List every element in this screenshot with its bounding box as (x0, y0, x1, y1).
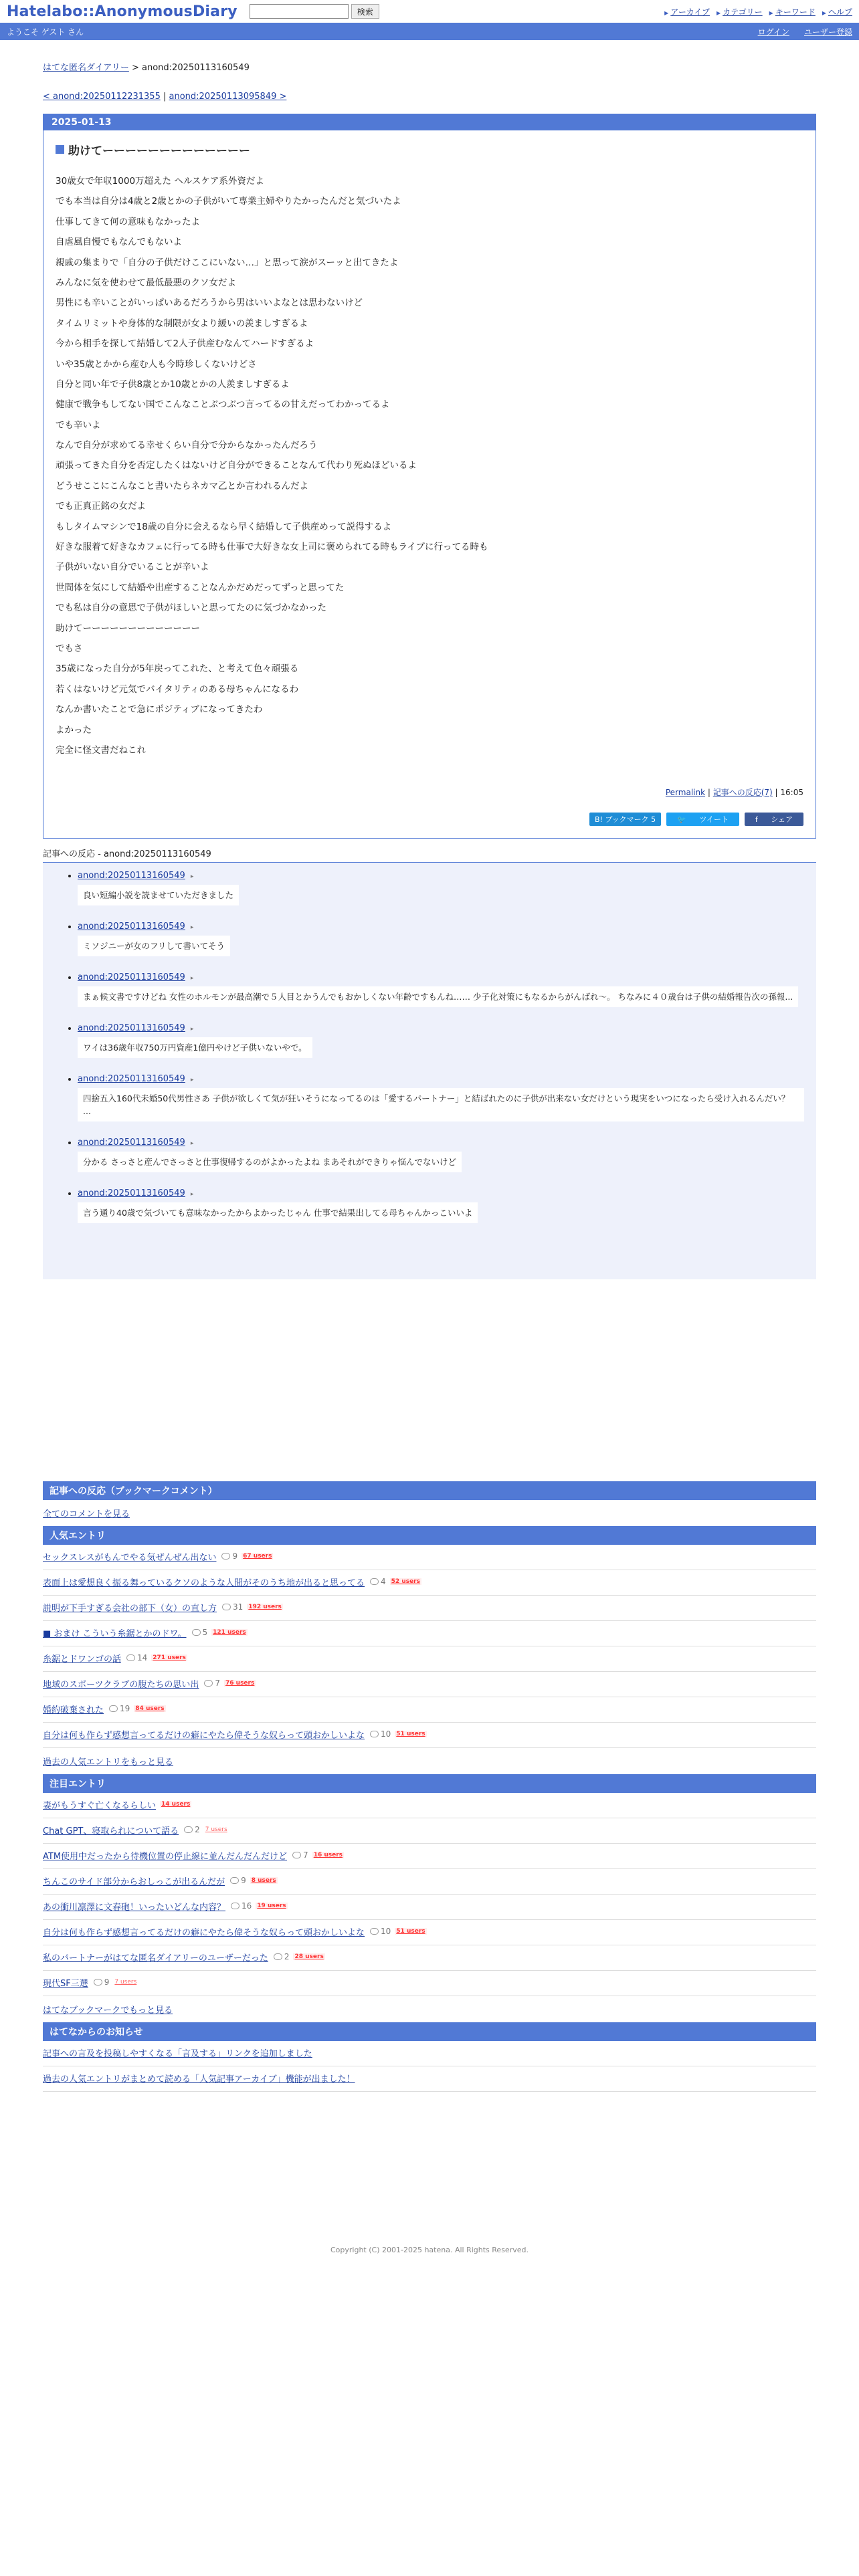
bookmark-users-badge[interactable]: 271 users (153, 1654, 186, 1662)
bookmark-users-badge[interactable]: 67 users (243, 1553, 272, 1560)
reaction-item (78, 922, 804, 956)
main-content (43, 40, 816, 2254)
news-heading: はてなからのお知らせ (43, 2022, 816, 2041)
comment-bubble-icon (94, 1979, 102, 1985)
share-buttons (56, 813, 803, 826)
comment-bubble-icon (109, 1705, 118, 1712)
comment-count (192, 1628, 208, 1637)
entry-paragraph: 頑張ってきた自分を否定したくはないけど自分ができることなんて代わり死ぬほどいるよ (56, 460, 417, 471)
bookmark-users-badge[interactable]: 7 users (205, 1826, 227, 1834)
comment-count-number: 2 (284, 1952, 290, 1962)
comment-count (184, 1825, 200, 1834)
reaction-excerpt: 言う通り40歳で気づいても意味なかったからよかったじゃん 仕事で結果出してる母ちゃんかっこいいよ (78, 1202, 478, 1223)
bookmark-users-badge[interactable]: 19 users (257, 1903, 286, 1910)
entry-list-item (43, 1697, 816, 1723)
tweet-button[interactable] (666, 813, 739, 826)
entry-list-item (43, 1971, 816, 1996)
attention-list (43, 1793, 816, 1996)
entry-list-item (43, 1646, 816, 1672)
user-bar (0, 23, 859, 40)
top-links (664, 6, 852, 17)
breadcrumb-home[interactable]: はてな匿名ダイアリー (43, 63, 129, 73)
share-label: シェア (771, 815, 793, 824)
footer-copyright: Copyright (C) 2001-2025 hatena. All Rights Reserved. (330, 2245, 529, 2254)
entry-list-link[interactable]: 地域のスポーツクラブの腹たちの思い出 (43, 1679, 199, 1690)
entry-list-link[interactable]: ATM使用中だったから待機位置の停止線に並んだんだんだけど (43, 1851, 288, 1862)
bookmark-users-badge[interactable]: 16 users (313, 1852, 343, 1859)
reaction-item (78, 972, 804, 1007)
comment-count-number: 16 (242, 1901, 252, 1911)
entry-time: 16:05 (780, 787, 803, 797)
comment-count-number: 2 (195, 1825, 200, 1835)
news-item (43, 2066, 816, 2092)
comment-bubble-icon (370, 1928, 379, 1935)
expand-arrow-icon[interactable]: ▸ (190, 1076, 194, 1083)
entry-paragraph: タイムリミットや身体的な制限が女より緩いの羨ましすぎるよ (56, 318, 308, 329)
comment-bubble-icon (370, 1578, 379, 1585)
permalink[interactable]: Permalink (665, 787, 706, 797)
entry-nav (43, 92, 816, 102)
entry-paragraph: よかった (56, 724, 92, 736)
help-link[interactable]: ▶ ヘルプ (822, 6, 852, 17)
entry-paragraph: でも私は自分の意思で子供がほしいと思ってたのに気づかなかった (56, 603, 326, 614)
attention-heading: 注目エントリ (43, 1774, 816, 1793)
entry-paragraph: 子供がいない自分でいることが辛いよ (56, 562, 209, 573)
welcome-text: ようこそ ゲスト さん (7, 27, 84, 37)
reactions-heading: 記事への反応 - anond:20250113160549 (43, 847, 816, 863)
reaction-link[interactable]: anond:20250113160549 (78, 1137, 185, 1148)
twitter-icon: 🐦 (677, 815, 686, 824)
entry-paragraph: 親戚の集まりで「自分の子供だけここにいない…」と思って涙がスーッと出てきたよ (56, 257, 399, 268)
reaction-item (78, 1138, 804, 1172)
bookmark-users-badge[interactable]: 7 users (114, 1979, 137, 1986)
entry-list-item (43, 1869, 816, 1895)
comment-count-number: 9 (104, 1977, 110, 1988)
entry-list-link[interactable]: Chat GPT、寝取られについて語る (43, 1826, 179, 1836)
entry-title (56, 141, 803, 158)
entry-list-item (43, 1920, 816, 1945)
expand-arrow-icon[interactable]: ▸ (190, 924, 194, 931)
next-entry-link[interactable]: anond:20250113095849 > (169, 92, 287, 102)
comment-count (370, 1577, 386, 1586)
entry-paragraph: 助けてーーーーーーーーーーーーー (56, 623, 200, 634)
entry-list-item (43, 1672, 816, 1697)
search-form (250, 4, 379, 19)
comment-bubble-icon (231, 1903, 240, 1909)
entry-list-item (43, 1945, 816, 1971)
entry-list-link[interactable]: 婚約破棄された (43, 1705, 104, 1715)
entry-paragraph: 若くはないけど元気でバイタリティのある母ちゃんになるわ (56, 683, 299, 695)
comment-count (109, 1704, 130, 1713)
reaction-item (78, 1188, 804, 1223)
reaction-excerpt: 分かる さっさと産んでさっさと仕事復帰するのがよかったよね まあそれができりゃ悩んでないけど (78, 1152, 462, 1172)
facebook-share-button[interactable] (745, 813, 803, 826)
entry-list-link[interactable]: ちんこのサイド部分からおしっこが出るんだが (43, 1876, 225, 1887)
comment-count-number: 7 (215, 1679, 220, 1689)
entry-paragraph: なんで自分が求めてる幸せくらい自分で分からなかったんだろう (56, 440, 318, 451)
bookmark-comments-heading: 記事への反応（ブックマークコメント） (43, 1481, 816, 1500)
bookmark-users-badge[interactable]: 52 users (391, 1578, 420, 1586)
category-link[interactable]: ▶ カテゴリー (717, 6, 763, 17)
entry-list-item (43, 1793, 816, 1818)
entry-list-link[interactable]: 自分は何も作らず感想言ってるだけの癖にやたら偉そうな奴らって頭おかしいよな (43, 1927, 365, 1938)
entry-list-link[interactable]: 現代SF三選 (43, 1978, 88, 1989)
bookmark-users-badge[interactable]: 84 users (135, 1705, 165, 1713)
bookmark-users-badge[interactable]: 51 users (396, 1928, 425, 1935)
comment-count (204, 1679, 220, 1688)
reaction-excerpt: ワイは36歳年収750万円資産1億円やけど子供いないやで。 (78, 1037, 312, 1058)
entry-paragraph: 自虐風自慢でもなんでもないよ (56, 237, 182, 248)
comment-count-number: 9 (241, 1876, 246, 1886)
comment-count (94, 1977, 110, 1987)
entry-footer: Permalink | 記事への反応(7) | 16:05 (665, 787, 803, 797)
entry-list-item (43, 1596, 816, 1621)
comment-count (231, 1901, 252, 1911)
comment-count (230, 1876, 246, 1885)
top-header (0, 0, 859, 23)
comment-count (370, 1927, 391, 1936)
entry-list-item (43, 1545, 816, 1570)
site-logo[interactable]: Hatelabo::AnonymousDiary (7, 3, 237, 20)
entry-paragraph: でも辛いよ (56, 419, 101, 431)
entry-paragraph: 男性にも辛いことがいっぱいあるだろうから男はいいよなとは思わないけど (56, 298, 363, 309)
entry-list-link[interactable]: ■ おまけ こういう糸鋸とかのドワ。 (43, 1628, 187, 1639)
reaction-item (78, 871, 804, 905)
prev-entry-link[interactable]: < anond:20250112231355 (43, 92, 161, 102)
reaction-link[interactable]: anond:20250113160549 (78, 870, 185, 881)
bookmark-users-badge[interactable]: 121 users (213, 1629, 246, 1636)
tweet-label: ツイート (699, 815, 729, 824)
search-button[interactable]: 検索 (351, 4, 379, 19)
breadcrumb-current: anond:20250113160549 (142, 63, 250, 73)
comment-bubble-icon (230, 1877, 239, 1884)
bookmark-users-badge[interactable]: 14 users (161, 1801, 191, 1808)
entry-list-link[interactable]: 私のパートナーがはてな匿名ダイアリーのユーザーだった (43, 1953, 268, 1963)
entry-list-item (43, 1895, 816, 1920)
reaction-excerpt: 良い短編小説を読ませていただきました (78, 885, 239, 905)
news-item (43, 2041, 816, 2066)
entry-list-link[interactable]: 説明が下手すぎる会社の部下（女）の直し方 (43, 1603, 217, 1614)
comment-count-number: 31 (233, 1602, 244, 1612)
comment-bubble-icon (204, 1680, 213, 1687)
comment-count (221, 1551, 237, 1561)
nav-sep: | (160, 92, 169, 102)
bookmark-users-badge[interactable]: 28 users (294, 1953, 324, 1961)
reaction-list (70, 871, 804, 1223)
reaction-item (78, 1023, 804, 1058)
reaction-link[interactable]: anond:20250113160549 (78, 921, 185, 932)
breadcrumb-sep: > (128, 63, 142, 73)
entry-paragraph: 好きな服着て好きなカフェに行ってる時も仕事で大好きな女上司に褒められてる時もライブに行ってる時も (56, 542, 488, 553)
attention-more-link[interactable]: はてなブックマークでもっと見る (43, 2005, 173, 2016)
comment-count-number: 10 (381, 1729, 391, 1739)
popular-more-link[interactable]: 過去の人気エントリをもっと見る (43, 1757, 174, 1767)
entry-list-link[interactable]: セックスレスがもんでやる気ぜんぜん出ない (43, 1552, 217, 1563)
expand-arrow-icon[interactable]: ▸ (190, 1190, 194, 1198)
entry-paragraph: 仕事してきて何の意味もなかったよ (56, 216, 200, 227)
comment-bubble-icon (292, 1852, 301, 1858)
comment-count-number: 5 (202, 1628, 208, 1638)
reaction-excerpt: まぁ候文書ですけどね 女性のホルモンが最高潮で５人目とかうんでもおかしくない年齢ですもんね…… 少子化対策にもなるからがんばれ〜。 ちなみに４０歳台は子供の結婚報告次の孫報... (78, 986, 798, 1007)
archive-link[interactable]: ▶ アーカイブ (664, 6, 710, 17)
expand-arrow-icon[interactable]: ▸ (190, 974, 194, 982)
entry-paragraph: どうせここにこんなこと書いたらネカマ乙とか言われるんだよ (56, 480, 308, 492)
entry-paragraph: 30歳女で年収1000万超えた ヘルスケア系外資だよ (56, 176, 264, 187)
entry-title-text: 助けてーーーーーーーーーーーーー (68, 144, 250, 158)
entry (43, 130, 816, 838)
keyword-link[interactable]: ▶ キーワード (769, 6, 816, 17)
entry-paragraph: でも正真正銘の女だよ (56, 501, 146, 512)
entry-list-item (43, 1723, 816, 1748)
comment-bubble-icon (126, 1654, 135, 1661)
comment-count-number: 14 (137, 1653, 148, 1663)
entry-paragraph: 自分と同い年で子供8歳とか10歳とかの人羨ましすぎるよ (56, 379, 290, 390)
comment-bubble-icon (221, 1553, 230, 1560)
expand-arrow-icon[interactable]: ▸ (190, 1025, 194, 1033)
entry-paragraph: 健康で戦争もしてない国でこんなことぶつぶつ言ってるの甘えだってわかってるよ (56, 399, 390, 411)
comment-count-number: 4 (381, 1577, 386, 1587)
search-input[interactable] (250, 4, 349, 19)
entry-list-link[interactable]: 表面上は愛想良く振る舞っているクソのような人間がそのうち地が出ると思ってる (43, 1578, 365, 1588)
entry-paragraph: 世間体を気にして結婚や出産することなんかだめだってずっと思ってた (56, 582, 345, 593)
ad-space (43, 1279, 816, 1481)
expand-arrow-icon[interactable]: ▸ (190, 1140, 194, 1147)
entry-list-link[interactable]: 自分は何も作らず感想言ってるだけの癖にやたら偉そうな奴らって頭おかしいよな (43, 1730, 365, 1741)
entry-paragraph: 35歳になった自分が5年戻ってこれた、と考えて色々頑張る (56, 663, 299, 675)
entry-list-link[interactable]: 糸鋸とドワンゴの話 (43, 1654, 122, 1665)
entry-paragraph: みんなに気を使わせて最低最悪のクソ女だよ (56, 277, 236, 288)
title-square-icon (56, 145, 64, 154)
reaction-excerpt: 四捨五入160代未婚50代男性さあ 子供が欲しくて気が狂いそうになってるのは「愛するパートナー」と結ばれたのに子供が出来ない女だけという現実をいつになったら受け入れるんだい？ ... (78, 1088, 804, 1121)
entry-paragraph: もしタイムマシンで18歳の自分に会えるなら早く結婚して子供産めって説得するよ (56, 521, 392, 532)
bookmark-users-badge[interactable]: 51 users (396, 1731, 425, 1738)
register-link[interactable]: ユーザー登録 (803, 27, 852, 37)
entry-list-item (43, 1570, 816, 1596)
comment-count (370, 1729, 391, 1739)
login-link[interactable]: ログイン (757, 27, 789, 37)
reactions-link[interactable]: 記事への反応(7) (712, 787, 773, 797)
breadcrumb (43, 60, 816, 73)
reaction-link[interactable]: anond:20250113160549 (78, 1073, 185, 1084)
news-link[interactable]: 記事への言及を投稿しやすくなる「言及する」リンクを追加しました (43, 2048, 312, 2059)
comment-count-number: 7 (303, 1850, 308, 1860)
entry-paragraph: でもさ (56, 643, 83, 654)
comment-bubble-icon (274, 1953, 282, 1960)
bookmark-users-badge[interactable]: 192 users (248, 1604, 282, 1611)
entry-body (56, 175, 803, 757)
comment-count-number: 19 (120, 1704, 130, 1714)
entry-list-item (43, 1818, 816, 1844)
reaction-link[interactable]: anond:20250113160549 (78, 1023, 185, 1033)
comment-bubble-icon (184, 1826, 193, 1833)
comment-count-number: 9 (232, 1551, 238, 1562)
reaction-item (78, 1074, 804, 1121)
bookmark-users-badge[interactable]: 8 users (251, 1877, 276, 1885)
hatena-bookmark-button[interactable]: B! ブックマーク 5 (589, 813, 661, 826)
reaction-link[interactable]: anond:20250113160549 (78, 1188, 185, 1198)
reaction-excerpt: ミソジニーが女のフリして書いてそう (78, 936, 230, 956)
entry-list-item (43, 1621, 816, 1646)
entry-paragraph: いや35歳とかから産む人も今時珍しくないけどさ (56, 358, 257, 370)
comment-count (292, 1850, 308, 1860)
bookmark-users-badge[interactable]: 76 users (225, 1680, 255, 1687)
entry-list-item (43, 1844, 816, 1869)
entry-paragraph: 完全に怪文書だねこれ (56, 744, 146, 756)
entry-paragraph: なんか書いたことで急にポジティブになってきたわ (56, 704, 263, 716)
diary-day (43, 114, 816, 839)
comment-count (222, 1602, 243, 1612)
all-comments-link[interactable]: 全てのコメントを見る (43, 1509, 130, 1519)
day-date: 2025-01-13 (43, 114, 816, 130)
news-list (43, 2041, 816, 2092)
comment-count (126, 1653, 147, 1662)
entry-list-link[interactable]: 妻がもうすぐ亡くなるらしい (43, 1800, 157, 1811)
comment-bubble-icon (222, 1604, 231, 1610)
news-link[interactable]: 過去の人気エントリがまとめて読める「人気記事アーカイブ」機能が出ました！ (43, 2074, 355, 2084)
comment-count (274, 1952, 290, 1961)
comment-bubble-icon (192, 1629, 201, 1636)
entry-list-link[interactable]: あの衝川凛澤に文春砲！いったいどんな内容？ (43, 1902, 226, 1913)
reactions-panel (43, 863, 816, 1279)
entry-paragraph: でも本当は自分は4歳と2歳とかの子供がいて専業主婦やりたかったんだと気づいたよ (56, 196, 401, 207)
expand-arrow-icon[interactable]: ▸ (190, 873, 194, 880)
facebook-icon: f (755, 815, 758, 824)
popular-list (43, 1545, 816, 1748)
popular-heading: 人気エントリ (43, 1526, 816, 1545)
reaction-link[interactable]: anond:20250113160549 (78, 972, 185, 982)
comment-count-number: 10 (381, 1927, 391, 1937)
comment-bubble-icon (370, 1731, 379, 1737)
entry-paragraph: 今から相手を探して結婚して2人子供産むなんてハードすぎるよ (56, 338, 314, 350)
